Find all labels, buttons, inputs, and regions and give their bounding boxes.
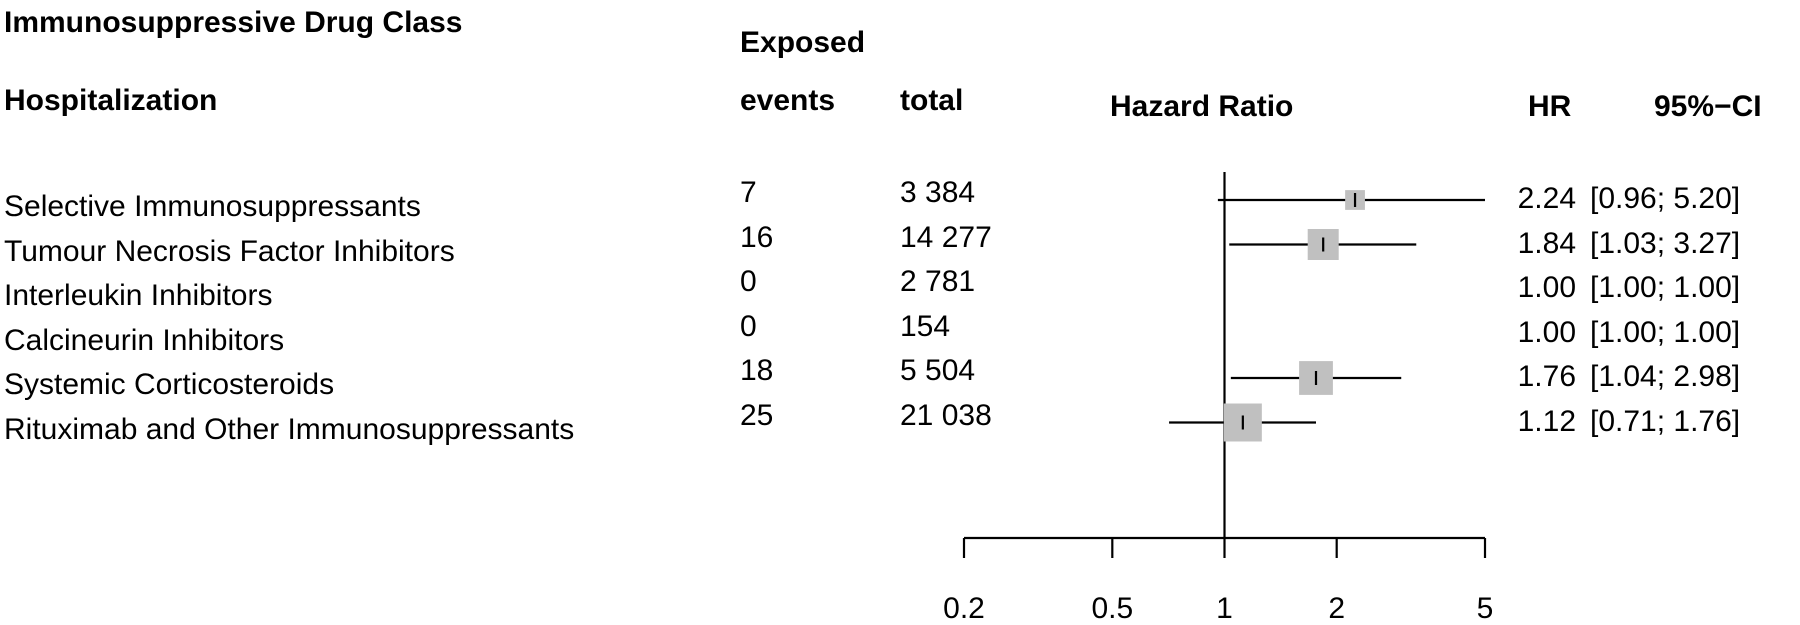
row-label: Tumour Necrosis Factor Inhibitors	[4, 234, 455, 268]
row-events: 0	[740, 265, 757, 298]
row-label: Systemic Corticosteroids	[4, 368, 335, 401]
row-total: 21 038	[900, 398, 992, 432]
row-ci: [1.03; 3.27]	[1590, 226, 1741, 260]
row-events: 0	[740, 309, 757, 343]
x-tick-label: 2	[1328, 592, 1346, 625]
row-hr: 1.84	[1517, 226, 1576, 260]
row-total: 154	[900, 309, 951, 343]
row-hr: 1.00	[1517, 315, 1576, 349]
row-events: 7	[740, 176, 757, 209]
x-tick-label: 0.2	[943, 592, 985, 625]
outcome-header: Hospitalization	[4, 84, 218, 117]
row-total: 3 384	[900, 176, 976, 209]
row-ci: [1.00; 1.00]	[1590, 315, 1741, 349]
row-ci: [0.96; 5.20]	[1590, 182, 1741, 215]
drug-class-header: Immunosuppressive Drug Class	[4, 6, 463, 39]
row-events: 25	[740, 398, 774, 432]
x-tick-label: 1	[1216, 592, 1233, 625]
hr-header: HR	[1528, 90, 1572, 123]
row-label: Rituximab and Other Immunosuppressants	[4, 412, 575, 446]
row-label: Interleukin Inhibitors	[4, 279, 273, 312]
row-ci: [1.04; 2.98]	[1590, 360, 1741, 393]
row-hr: 2.24	[1517, 182, 1576, 215]
row-total: 14 277	[900, 220, 992, 254]
exposed-header: Exposed	[740, 26, 866, 59]
row-hr: 1.12	[1517, 404, 1576, 438]
ci-header: 95%−CI	[1654, 90, 1762, 123]
row-events: 18	[740, 354, 774, 387]
x-tick-label: 5	[1476, 592, 1494, 625]
row-ci: [0.71; 1.76]	[1590, 404, 1741, 438]
hazard-ratio-header: Hazard Ratio	[1110, 90, 1294, 123]
row-ci: [1.00; 1.00]	[1590, 271, 1741, 304]
x-tick-label: 0.5	[1091, 592, 1134, 625]
row-label: Calcineurin Inhibitors	[4, 323, 285, 357]
events-header: events	[740, 84, 836, 117]
row-hr: 1.00	[1517, 271, 1576, 304]
row-events: 16	[740, 220, 774, 254]
row-label: Selective Immunosuppressants	[4, 190, 421, 223]
row-hr: 1.76	[1517, 360, 1576, 393]
row-total: 5 504	[900, 354, 976, 387]
row-total: 2 781	[900, 265, 976, 298]
total-header: total	[900, 84, 964, 117]
